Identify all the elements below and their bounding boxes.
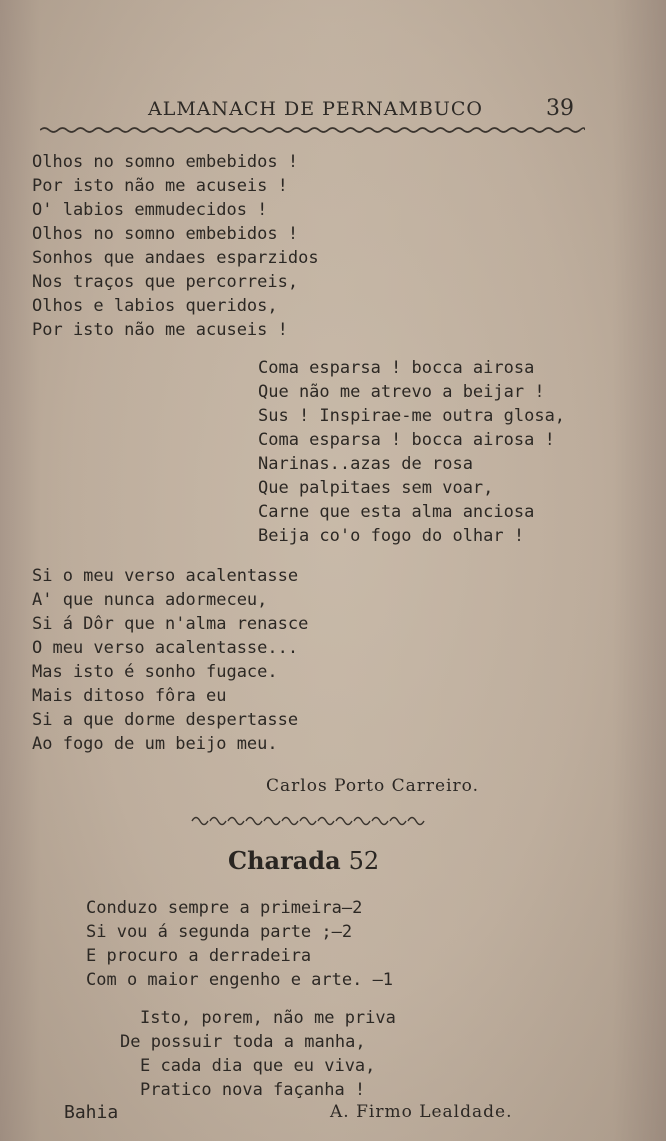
poem-line: A' que nunca adormeceu,: [32, 590, 268, 610]
charada-line: Isto, porem, não me priva: [140, 1008, 396, 1028]
running-title: ALMANACH DE PERNAMBUCO: [148, 98, 483, 120]
poem-line: Coma esparsa ! bocca airosa !: [258, 430, 555, 450]
poem-line: Mas isto é sonho fugace.: [32, 662, 278, 682]
charada-place: Bahia: [64, 1102, 119, 1123]
charada-line: Si vou á segunda parte ;—2: [86, 922, 353, 942]
decorative-wavy-rule: [40, 126, 585, 134]
poem-line: Si á Dôr que n'alma renasce: [32, 614, 309, 634]
charada-number: 52: [348, 847, 380, 875]
charada-line: E cada dia que eu viva,: [140, 1056, 376, 1076]
poem-line: O meu verso acalentasse...: [32, 638, 299, 658]
charada-line: De possuir toda a manha,: [120, 1032, 366, 1052]
charada-line: Pratico nova façanha !: [140, 1080, 366, 1100]
poem-author: Carlos Porto Carreiro.: [266, 776, 480, 796]
charada-line: Conduzo sempre a primeira—2: [86, 898, 363, 918]
charada-line: E procuro a derradeira: [86, 946, 312, 966]
poem-line: Nos traços que percorreis,: [32, 272, 299, 292]
poem-line: Olhos no somno embebidos !: [32, 224, 299, 244]
poem-line: Que não me atrevo a beijar !: [258, 382, 545, 402]
poem-line: Por isto não me acuseis !: [32, 176, 288, 196]
charada-title: Charada: [228, 846, 341, 875]
page-number: 39: [546, 96, 574, 121]
poem-line: Coma esparsa ! bocca airosa: [258, 358, 535, 378]
poem-line: Carne que esta alma anciosa: [258, 502, 535, 522]
poem-line: Sus ! Inspirae-me outra glosa,: [258, 406, 566, 426]
charada-heading: [228, 846, 379, 875]
poem-line: Narinas..azas de rosa: [258, 454, 473, 474]
poem-line: Olhos no somno embebidos !: [32, 152, 299, 172]
poem-line: O' labios emmudecidos !: [32, 200, 268, 220]
poem-line: Por isto não me acuseis !: [32, 320, 288, 340]
poem-line: Olhos e labios queridos,: [32, 296, 278, 316]
charada-line: Com o maior engenho e arte. —1: [86, 970, 394, 990]
charada-author: A. Firmo Lealdade.: [330, 1102, 513, 1122]
poem-line: Sonhos que andaes esparzidos: [32, 248, 319, 268]
poem-line: Mais ditoso fôra eu: [32, 686, 227, 706]
poem-line: Ao fogo de um beijo meu.: [32, 734, 278, 754]
poem-line: Beija co'o fogo do olhar !: [258, 526, 525, 546]
poem-line: Si o meu verso acalentasse: [32, 566, 299, 586]
poem-line: Si a que dorme despertasse: [32, 710, 299, 730]
decorative-ornament-rule: [188, 812, 428, 830]
poem-line: Que palpitaes sem voar,: [258, 478, 494, 498]
